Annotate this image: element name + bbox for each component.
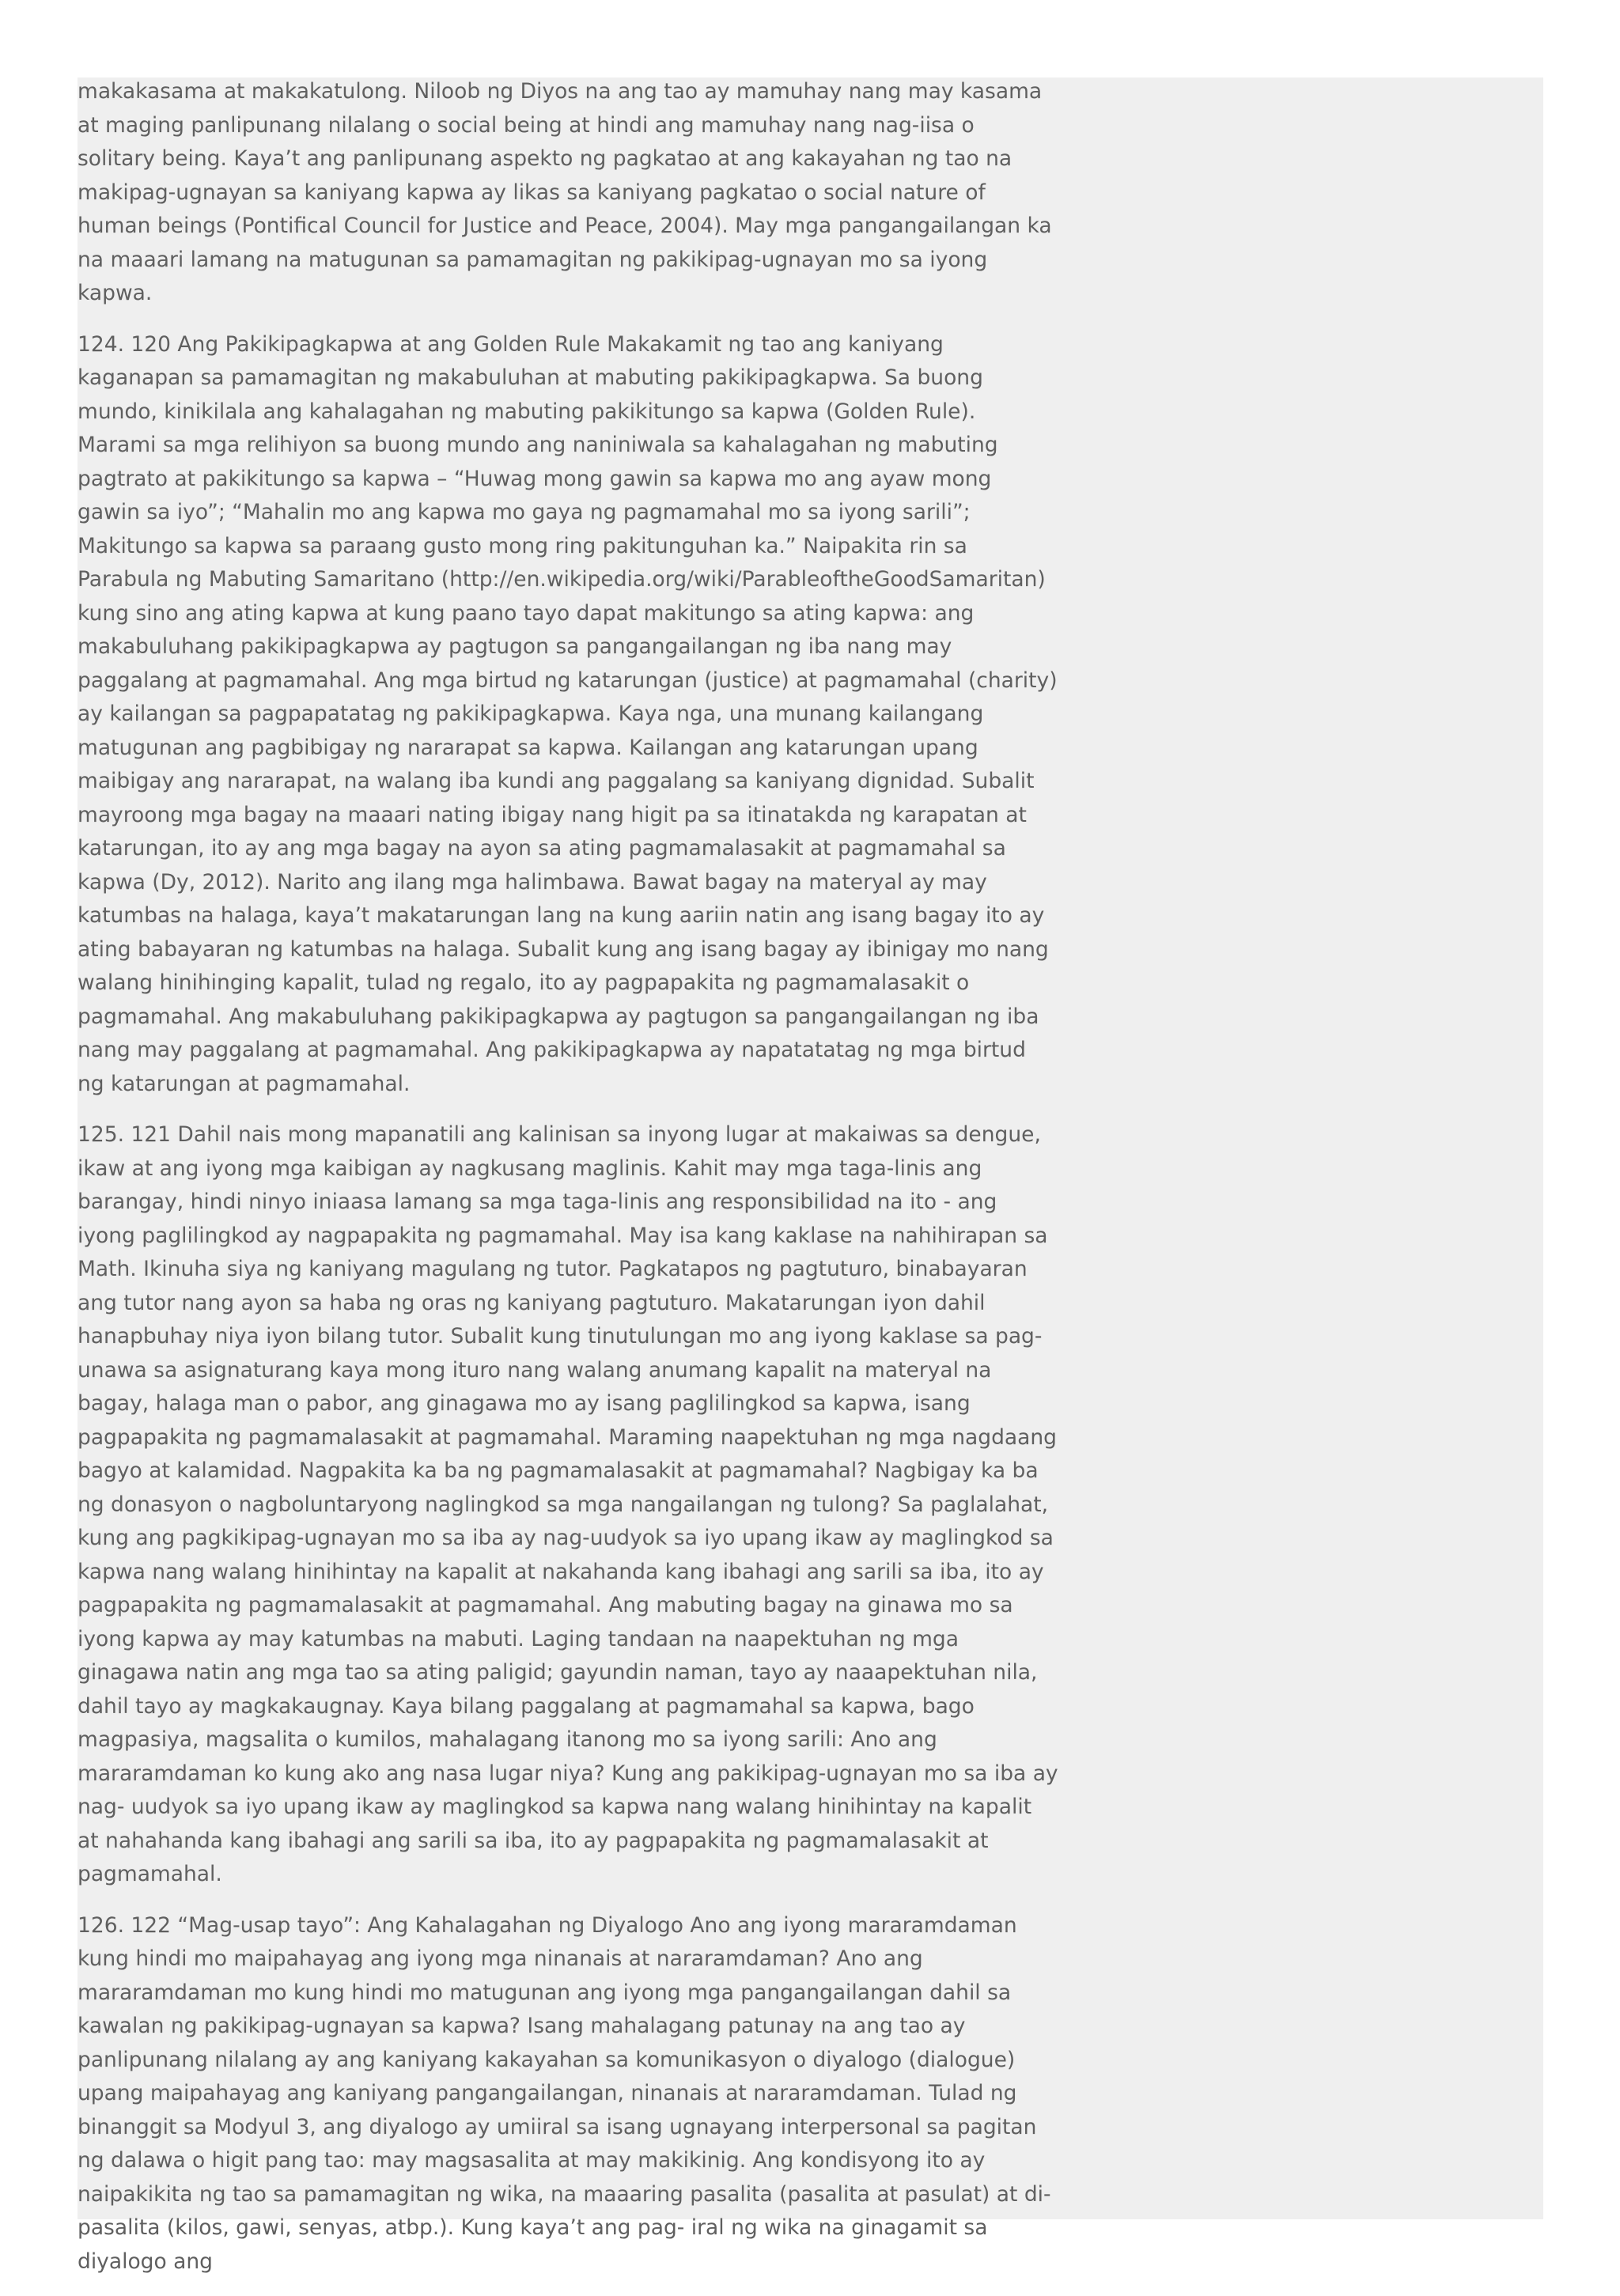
paragraph-126-dialogue: 126. 122 “Mag-usap tayo”: Ang Kahalagahan ng Diyalogo Ano ang iyong mararamdaman kung hindi mo maipahayag ang iyong mga ninanais at nararamdaman? Ano ang mararamdaman mo kung hindi mo matugunan ang iyong mga pangangailangan dahil sa kawalan ng pakikipag-ugnayan sa kapwa? Isang mahalagang patunay na ang tao ay panlipunang nilalang ay ang kaniyang kakayahan sa komunikasyon o diyalogo (dialogue) upang maipahayag ang kaniyang pangangailangan, ninanais at nararamdaman. Tulad ng binanggit sa Modyul 3, ang diyalogo ay umiiral sa isang ugnayang interpersonal sa pagitan ng dalawa o higit pang tao: may magsasalita at may makikinig. Ang kondisyong ito ay naipakikita ng tao sa pamamagitan ng wika, na maaaring pasalita (pasalita at pasulat) at di-pasalita (kilos, gawi, senyas, atbp.). Kung kaya’t ang pag- iral ng wika na ginagamit sa diyalogo ang [78,1912,1051,2274]
document-body [78,75,1058,2296]
paragraph-124-golden-rule: 124. 120 Ang Pakikipagkapwa at ang Golden Rule Makakamit ng tao ang kaniyang kaganapan sa pamamagitan ng makabuluhan at mabuting pakikipagkapwa. Sa buong mundo, kinikilala ang kahalagahan ng mabuting pakikitungo sa kapwa (Golden Rule). Marami sa mga relihiyon sa buong mundo ang naniniwala sa kahalagahan ng mabuting pagtrato at pakikitungo sa kapwa – “Huwag mong gawin sa kapwa mo ang ayaw mong gawin sa iyo”; “Mahalin mo ang kapwa mo gaya ng pagmamahal mo sa iyong sarili”; Makitungo sa kapwa sa paraang gusto mong ring pakitunguhan ka.” Naipakita rin sa Parabula ng Mabuting Samaritano (http://en.wikipedia.org/wiki/ParableoftheGoodSamaritan) kung sino ang ating kapwa at kung paano tayo dapat makitungo sa ating kapwa: ang makabuluhang pakikipagkapwa ay pagtugon sa pangangailangan ng iba nang may paggalang at pagmamahal. Ang mga birtud ng katarungan (justice) at pagmamahal (charity) ay kailangan sa pagpapatatag ng pakikipagkapwa. Kaya nga, una munang kailangang matugunan ang pagbibigay ng nararapat sa kapwa. Kailangan ang katarungan upang maibigay ang nararapat, na walang iba kundi ang paggalang sa kaniyang dignidad. Subalit mayroong mga bagay na maaari nating ibigay nang higit pa sa itinatakda ng karapatan at katarungan, ito ay ang mga bagay na ayon sa ating pagmamalasakit at pagmamahal sa kapwa (Dy, 2012). Narito ang ilang mga halimbawa. Bawat bagay na materyal ay may katumbas na halaga, kaya’t makatarungan lang na kung aariin natin ang isang bagay ito ay ating babayaran ng katumbas na halaga. Subalit kung ang isang bagay ay ibinigay mo nang walang hinihinging kapalit, tulad ng regalo, ito ay pagpapakita ng pagmamalasakit o pagmamahal. Ang makabuluhang pakikipagkapwa ay pagtugon sa pangangailangan ng iba nang may paggalang at pagmamahal. Ang pakikipagkapwa ay napatatatag ng mga birtud ng katarungan at pagmamahal. [78,331,1058,1096]
paragraph-125-service: 125. 121 Dahil nais mong mapanatili ang kalinisan sa inyong lugar at makaiwas sa dengue, ikaw at ang iyong mga kaibigan ay nagkusang maglinis. Kahit may mga taga-linis ang barangay, hindi ninyo iniaasa lamang sa mga taga-linis ang responsibilidad na ito - ang iyong paglilingkod ay nagpapakita ng pagmamahal. May isa kang kaklase na nahihirapan sa Math. Ikinuha siya ng kaniyang magulang ng tutor. Pagkatapos ng pagtuturo, binabayaran ang tutor nang ayon sa haba ng oras ng kaniyang pagtuturo. Makatarungan iyon dahil hanapbuhay niya iyon bilang tutor. Subalit kung tinutulungan mo ang iyong kaklase sa pag-unawa sa asignaturang kaya mong ituro nang walang anumang kapalit na materyal na bagay, halaga man o pabor, ang ginagawa mo ay isang paglilingkod sa kapwa, isang pagpapakita ng pagmamalasakit at pagmamahal. Maraming naapektuhan ng mga nagdaang bagyo at kalamidad. Nagpakita ka ba ng pagmamalasakit at pagmamahal? Nagbigay ka ba ng donasyon o nagboluntaryong naglingkod sa mga nangailangan ng tulong? Sa paglalahat, kung ang pagkikipag-ugnayan mo sa iba ay nag-uudyok sa iyo upang ikaw ay maglingkod sa kapwa nang walang hinihintay na kapalit at nakahanda kang ibahagi ang sarili sa iba, ito ay pagpapakita ng pagmamalasakit at pagmamahal. Ang mabuting bagay na ginawa mo sa iyong kapwa ay may katumbas na mabuti. Laging tandaan na naapektuhan ng mga ginagawa natin ang mga tao sa ating paligid; gayundin naman, tayo ay naaapektuhan nila, dahil tayo ay magkakaugnay. Kaya bilang paggalang at pagmamahal sa kapwa, bago magpasiya, magsalita o kumilos, mahalagang itanong mo sa iyong sarili: Ano ang mararamdaman ko kung ako ang nasa lugar niya? Kung ang pakikipag-ugnayan mo sa iba ay nag- uudyok sa iyo upang ikaw ay maglingkod sa kapwa nang walang hinihintay na kapalit at nahahanda kang ibahagi ang sarili sa iba, ito ay pagpapakita ng pagmamalasakit at pagmamahal. [78,1122,1058,1886]
paragraph-intro: makakasama at makakatulong. Niloob ng Diyos na ang tao ay mamuhay nang may kasama at maging panlipunang nilalang o social being at hindi ang mamuhay nang nag-iisa o solitary being. Kaya’t ang panlipunang aspekto ng pagkatao at ang kakayahan ng tao na makipag-ugnayan sa kaniyang kapwa ay likas sa kaniyang pagkatao o social nature of human beings (Pontifical Council for Justice and Peace, 2004). May mga pangangailangan ka na maaari lamang na matugunan sa pamamagitan ng pakikipag-ugnayan mo sa iyong kapwa. [78,79,1052,305]
